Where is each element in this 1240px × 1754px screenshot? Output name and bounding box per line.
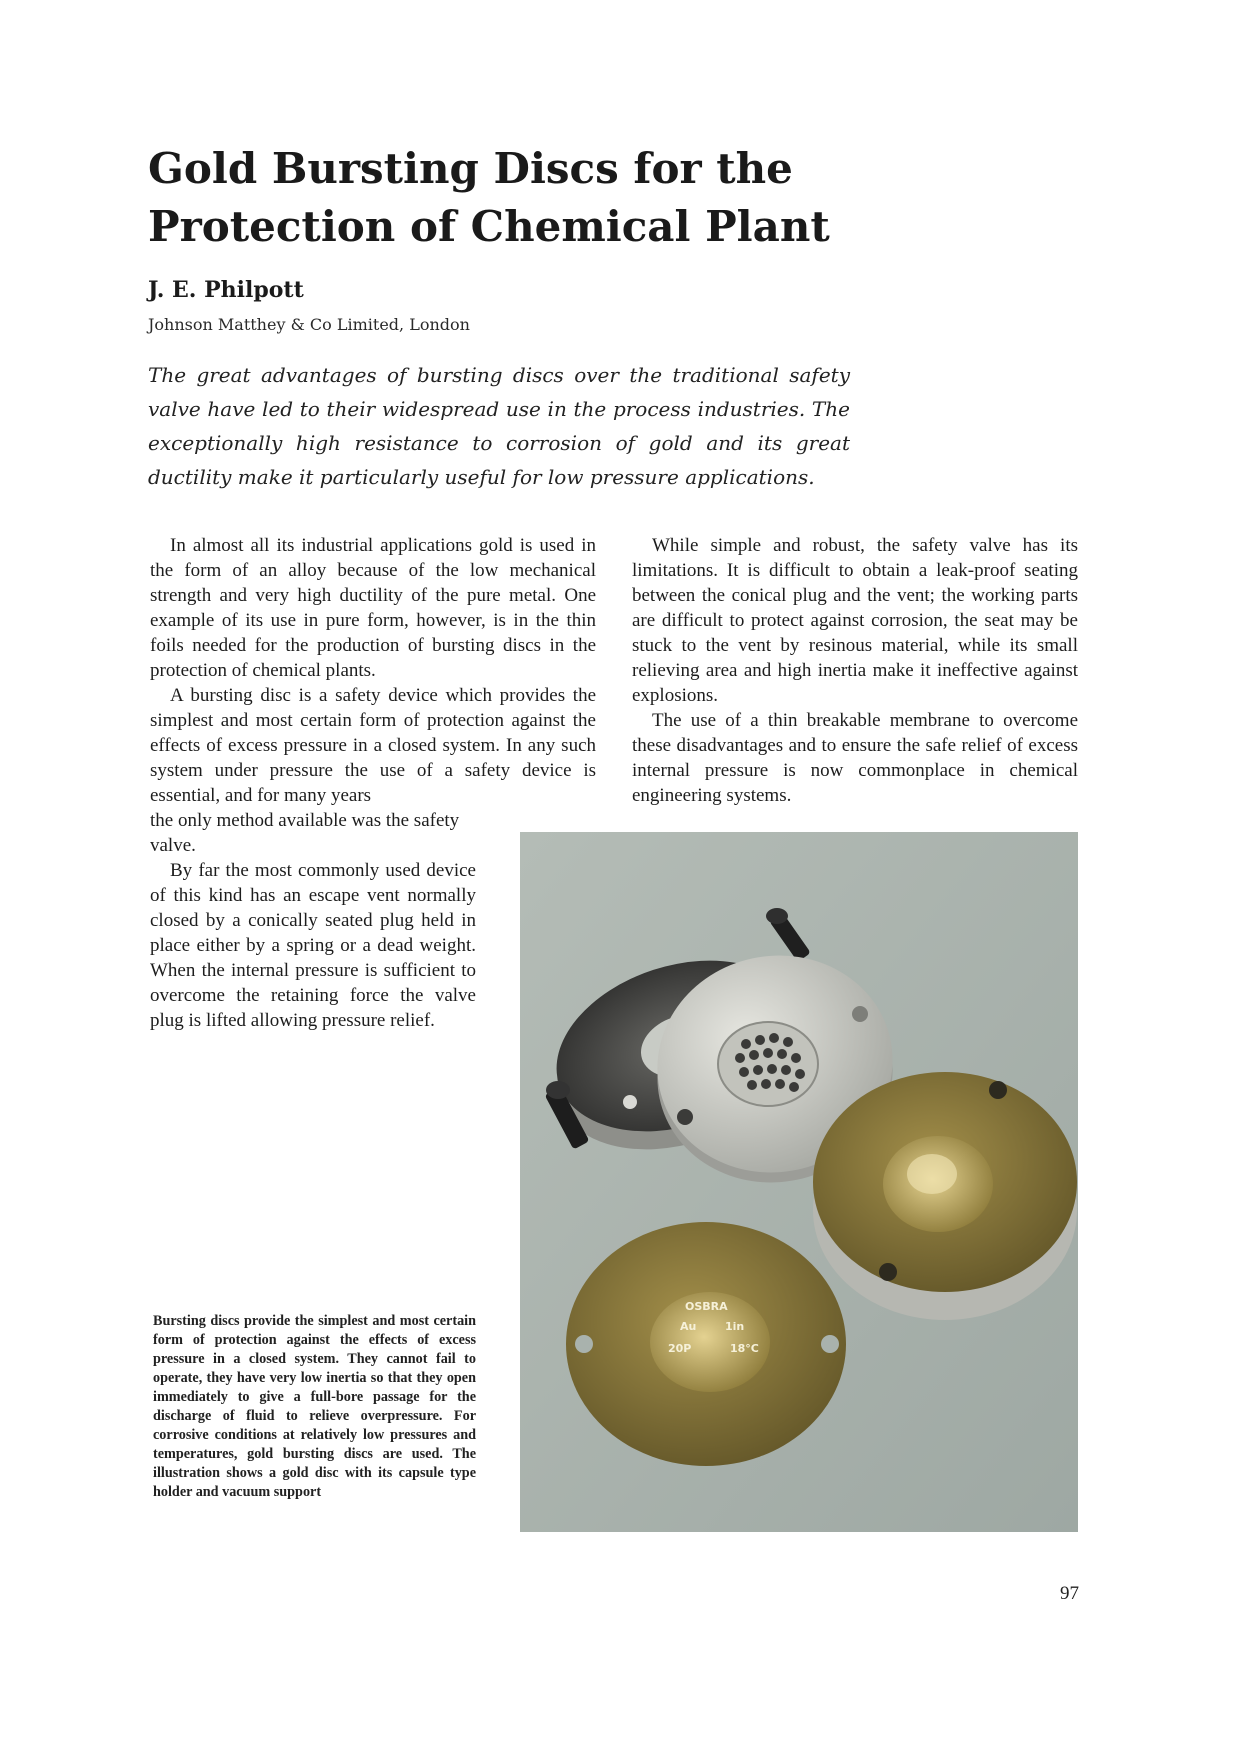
disc-marking: Au — [680, 1320, 697, 1333]
paragraph-continuation: the only method available was the safety valve. — [150, 810, 460, 856]
figure-caption: Bursting discs provide the simplest and most certain form of protection against the effects of excess pressure in a closed system. They cannot fail to operate, they have very low inertia so that they open immediately to give a full-bore passage for the discharge of fluid to relieve overpressure. For corrosive conditions at relatively low pressures and temperatures, gold bursting discs are used. The illustration shows a gold disc with its capsule type holder and vacuum support — [153, 1313, 476, 1500]
page-number: 97 — [1060, 1583, 1079, 1604]
author-affiliation: Johnson Matthey & Co Limited, London — [148, 315, 470, 334]
article-title: Gold Bursting Discs for the Protection of Chemical Plant — [148, 144, 830, 251]
figure-photo — [520, 832, 1078, 1532]
disc-marking: 1in — [725, 1320, 745, 1333]
paragraph: By far the most commonly used device of this kind has an escape vent normally closed by a conically seated plug held in place either by a spring or a dead weight. When the internal pressure is sufficient to overcome the retaining force the valve plug is lifted allowing pressure relief. — [150, 860, 476, 1031]
paragraph: The use of a thin breakable membrane to overcome these disadvantages and to ensure the safe relief of excess internal pressure is now commonplace in chemical engineering systems. — [632, 710, 1078, 806]
paragraph: In almost all its industrial applications gold is used in the form of an alloy because of the low mechanical strength and very high ductility of the pure metal. One example of its use in pure form, however, is in the thin foils needed for the production of bursting discs in the protection of chemical plants. — [150, 535, 596, 681]
paragraph: While simple and robust, the safety valve has its limitations. It is difficult to obtain a leak-proof seating between the conical plug and the vent; the working parts are difficult to protect against corrosion, the seat may be stuck to the vent by resinous material, while its small relieving area and high inertia make it ineffective against explosions. — [632, 535, 1078, 706]
gold-bursting-disc — [566, 1222, 846, 1466]
left-column-wrapped — [150, 808, 476, 1033]
left-column-top — [150, 533, 596, 808]
abstract: The great advantages of bursting discs over the traditional safety valve have led to their widespread use in the process industries. The exceptionally high resistance to corrosion of gold and its great ductility make it particularly useful for low pressure applications. — [148, 363, 850, 489]
disc-marking: OSBRA — [685, 1300, 728, 1313]
disc-marking: 20P — [668, 1342, 692, 1355]
paragraph: A bursting disc is a safety device which provides the simplest and most certain form of protection against the effects of excess pressure in a closed system. In any such system under pressure the use of a safety device is essential, and for many years — [150, 685, 596, 806]
disc-marking: 18°C — [730, 1342, 759, 1355]
right-column — [632, 533, 1078, 808]
author-name: J. E. Philpott — [148, 277, 304, 303]
capsule-holder — [813, 1072, 1077, 1320]
